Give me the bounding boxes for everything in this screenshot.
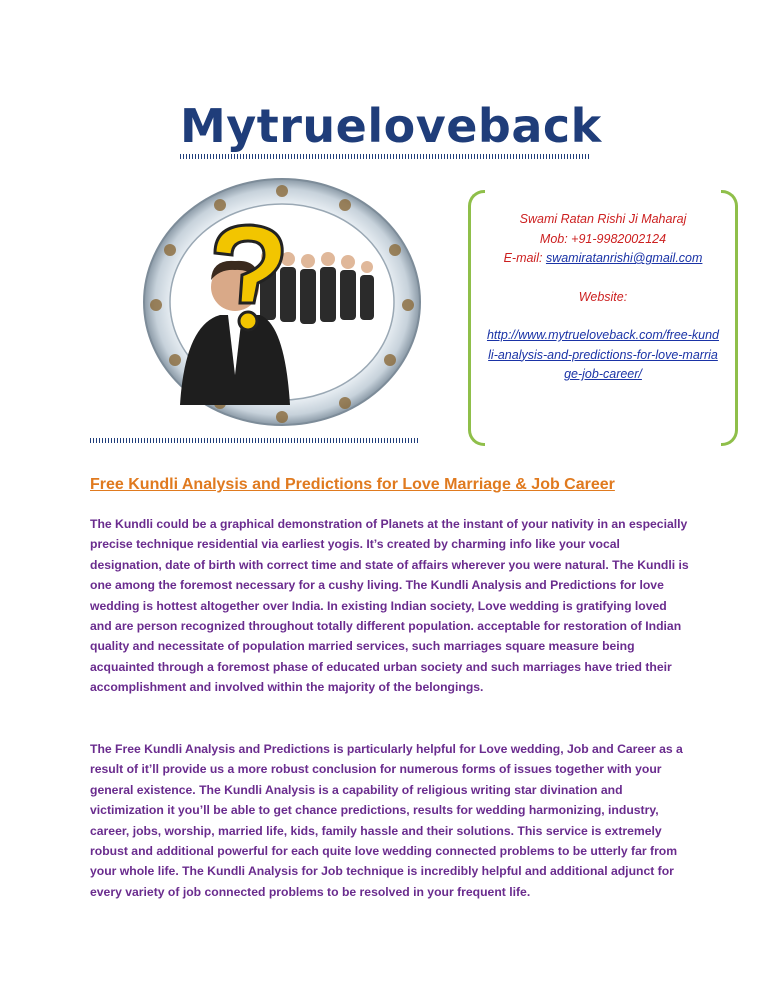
website-label: Website: — [578, 289, 628, 304]
body-paragraph-1: The Kundli could be a graphical demonstration of Planets at the instant of your nativity in an especially precise technique residential via earliest yogis. It’s created by charming info like your vocal designation, date of birth with correct time and state of affairs wherever you were natural. The Kundli is one among the foremost necessary for a cushy living. The Kundli Analysis and Predictions for love wedding is hottest altogether over India. In existing Indian society, Love wedding is gratifying loved and are person recognized throughout totally different population. acceptable for restoration of Indian quality and necessitate of population married services, such marriages square measure being acquainted through a foremost phase of educated urban society and such marriages have tried their accomplishment and involved within the majority of the belongings. — [90, 517, 689, 695]
section-heading: Free Kundli Analysis and Predictions for Love Marriage & Job Career — [90, 476, 615, 493]
contact-mobile: Mob: +91-9982002124 — [539, 231, 667, 246]
contact-email-line — [482, 249, 724, 269]
body-paragraph-2: The Free Kundli Analysis and Predictions is particularly helpful for Love wedding, Job and Career as a result of it’ll provide us a more robust conclusion for numerous forms of issues together with your general existence. The Kundli Analysis is a capability of religious writing star divination and victimization it you’ll be able to get chance predictions, results for wedding harmonizing, industry, career, jobs, worship, married life, kids, family hassle and their solutions. This service is extremely robust and additional powerful for each quite love wedding connected problems to be utterly far from your whole life. The Kundli Analysis for Job technique is incredibly helpful and additional adjunct for every variety of job connected problems to be resolved in your frequent life. — [90, 742, 683, 899]
contact-box — [468, 190, 738, 440]
page-title: Mytrueloveback — [180, 99, 602, 153]
contact-details — [482, 210, 724, 385]
website-link[interactable]: http://www.mytrueloveback.com/free-kundli-analysis-and-predictions-for-love-marriage-job-career/ — [486, 328, 720, 381]
title-underline — [180, 154, 590, 159]
email-link[interactable]: swamiratanrishi@gmail.com — [545, 251, 703, 265]
image-underline — [90, 438, 420, 443]
contact-name: Swami Ratan Rishi Ji Maharaj — [519, 212, 687, 226]
email-label: E-mail: — [503, 251, 546, 265]
zodiac-wheel-image — [140, 175, 425, 430]
